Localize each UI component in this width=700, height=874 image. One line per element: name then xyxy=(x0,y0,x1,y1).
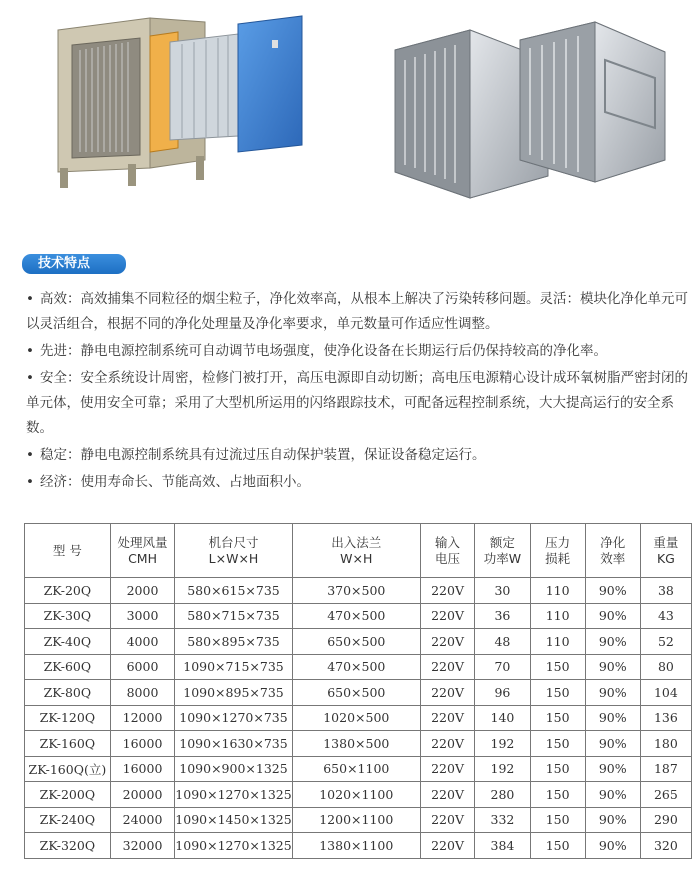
table-cell: ZK-60Q xyxy=(25,654,111,680)
table-cell: 16000 xyxy=(110,731,175,757)
table-cell: 220V xyxy=(420,603,474,629)
table-row xyxy=(25,705,692,731)
table-cell: 150 xyxy=(530,782,585,808)
table-cell: 1090×1270×1325 xyxy=(175,833,292,859)
table-row xyxy=(25,782,692,808)
table-cell: 90% xyxy=(585,603,640,629)
table-cell: 36 xyxy=(475,603,530,629)
table-cell: 6000 xyxy=(110,654,175,680)
table-cell: 220V xyxy=(420,756,474,782)
table-cell: 384 xyxy=(475,833,530,859)
table-cell: 650×500 xyxy=(292,680,420,706)
table-row xyxy=(25,756,692,782)
table-cell: 150 xyxy=(530,654,585,680)
table-cell: 265 xyxy=(640,782,691,808)
table-row xyxy=(25,680,692,706)
table-cell: 180 xyxy=(640,731,691,757)
table-cell: 16000 xyxy=(110,756,175,782)
table-cell: 220V xyxy=(420,629,474,655)
table-cell: 470×500 xyxy=(292,654,420,680)
table-cell: 332 xyxy=(475,807,530,833)
table-cell: ZK-200Q xyxy=(25,782,111,808)
table-cell: 1380×1100 xyxy=(292,833,420,859)
table-cell: 52 xyxy=(640,629,691,655)
table-cell: 290 xyxy=(640,807,691,833)
feature-item xyxy=(26,339,694,364)
table-cell: 110 xyxy=(530,629,585,655)
table-cell: ZK-20Q xyxy=(25,578,111,604)
table-cell: 1090×900×1325 xyxy=(175,756,292,782)
bullet-icon: • xyxy=(26,447,34,463)
table-cell: 140 xyxy=(475,705,530,731)
feature-item xyxy=(26,470,694,495)
table-cell: 220V xyxy=(420,807,474,833)
section-title-tag: 技术特点 xyxy=(22,254,126,274)
spec-table xyxy=(24,523,692,859)
table-cell: 580×615×735 xyxy=(175,578,292,604)
header-dimensions: 机台尺寸 L×W×H xyxy=(175,524,292,578)
table-row xyxy=(25,578,692,604)
table-row xyxy=(25,654,692,680)
table-cell: 90% xyxy=(585,578,640,604)
feature-item xyxy=(26,366,694,441)
feature-text: 高效：高效捕集不同粒径的烟尘粒子，净化效率高，从根本上解决了污染转移问题。灵活：模块化净化单元可以灵活组合，根据不同的净化处理量及净化率要求，单元数量可作适应性调整。 xyxy=(26,291,688,332)
feature-item xyxy=(26,287,694,337)
header-efficiency: 净化 效率 xyxy=(585,524,640,578)
table-cell: 220V xyxy=(420,705,474,731)
table-cell: 1090×1630×735 xyxy=(175,731,292,757)
header-weight: 重量 KG xyxy=(640,524,691,578)
table-cell: 192 xyxy=(475,731,530,757)
table-cell: 150 xyxy=(530,705,585,731)
table-cell: 470×500 xyxy=(292,603,420,629)
table-row xyxy=(25,629,692,655)
table-cell: 650×1100 xyxy=(292,756,420,782)
table-cell: 1090×895×735 xyxy=(175,680,292,706)
table-cell: 150 xyxy=(530,756,585,782)
table-cell: 90% xyxy=(585,756,640,782)
table-cell: 150 xyxy=(530,680,585,706)
table-row xyxy=(25,731,692,757)
table-cell: 150 xyxy=(530,807,585,833)
table-cell: 90% xyxy=(585,782,640,808)
bullet-icon: • xyxy=(26,474,34,490)
table-cell: 96 xyxy=(475,680,530,706)
table-cell: 80 xyxy=(640,654,691,680)
table-cell: 1090×1450×1325 xyxy=(175,807,292,833)
table-cell: 110 xyxy=(530,578,585,604)
electrostatic-modules-image xyxy=(395,22,665,198)
table-cell: 220V xyxy=(420,731,474,757)
table-cell: 110 xyxy=(530,603,585,629)
table-cell: 38 xyxy=(640,578,691,604)
table-cell: 1380×500 xyxy=(292,731,420,757)
product-photos xyxy=(0,0,700,210)
table-cell: 4000 xyxy=(110,629,175,655)
table-cell: 90% xyxy=(585,680,640,706)
table-cell: 43 xyxy=(640,603,691,629)
table-cell: 90% xyxy=(585,833,640,859)
header-model: 型 号 xyxy=(25,524,111,578)
table-cell: 220V xyxy=(420,654,474,680)
table-cell: ZK-160Q(立) xyxy=(25,756,111,782)
purifier-cabinet-image xyxy=(58,16,302,188)
table-cell: 90% xyxy=(585,705,640,731)
table-cell: ZK-120Q xyxy=(25,705,111,731)
table-cell: ZK-160Q xyxy=(25,731,111,757)
table-cell: 70 xyxy=(475,654,530,680)
table-cell: 1090×1270×735 xyxy=(175,705,292,731)
table-cell: 187 xyxy=(640,756,691,782)
table-cell: 650×500 xyxy=(292,629,420,655)
table-cell: 3000 xyxy=(110,603,175,629)
table-cell: 90% xyxy=(585,654,640,680)
table-cell: 580×895×735 xyxy=(175,629,292,655)
feature-text: 稳定：静电电源控制系统具有过流过压自动保护装置，保证设备稳定运行。 xyxy=(40,447,486,463)
table-header-row xyxy=(25,524,692,578)
table-cell: 150 xyxy=(530,731,585,757)
table-row xyxy=(25,833,692,859)
table-cell: 1090×1270×1325 xyxy=(175,782,292,808)
table-cell: 24000 xyxy=(110,807,175,833)
table-cell: ZK-320Q xyxy=(25,833,111,859)
table-cell: 104 xyxy=(640,680,691,706)
feature-item xyxy=(26,443,694,468)
table-cell: 30 xyxy=(475,578,530,604)
header-power: 额定 功率W xyxy=(475,524,530,578)
table-cell: 90% xyxy=(585,807,640,833)
table-cell: 1090×715×735 xyxy=(175,654,292,680)
header-airflow: 处理风量 CMH xyxy=(110,524,175,578)
table-cell: 220V xyxy=(420,833,474,859)
table-cell: 90% xyxy=(585,629,640,655)
header-pressure: 压力 损耗 xyxy=(530,524,585,578)
feature-list xyxy=(26,287,694,497)
table-cell: 48 xyxy=(475,629,530,655)
header-flange: 出入法兰 W×H xyxy=(292,524,420,578)
table-cell: 580×715×735 xyxy=(175,603,292,629)
table-cell: ZK-80Q xyxy=(25,680,111,706)
table-cell: 220V xyxy=(420,782,474,808)
table-cell: 8000 xyxy=(110,680,175,706)
header-voltage: 输入 电压 xyxy=(420,524,474,578)
table-cell: 2000 xyxy=(110,578,175,604)
table-cell: 1020×1100 xyxy=(292,782,420,808)
table-cell: 90% xyxy=(585,731,640,757)
table-cell: 32000 xyxy=(110,833,175,859)
table-cell: 20000 xyxy=(110,782,175,808)
table-row xyxy=(25,603,692,629)
table-cell: 320 xyxy=(640,833,691,859)
feature-text: 先进：静电电源控制系统可自动调节电场强度，使净化设备在长期运行后仍保持较高的净化率。 xyxy=(40,343,607,359)
table-cell: 136 xyxy=(640,705,691,731)
table-cell: 192 xyxy=(475,756,530,782)
table-cell: 220V xyxy=(420,578,474,604)
table-cell: 1020×500 xyxy=(292,705,420,731)
table-row xyxy=(25,807,692,833)
bullet-icon: • xyxy=(26,343,34,359)
table-cell: ZK-40Q xyxy=(25,629,111,655)
table-cell: 12000 xyxy=(110,705,175,731)
table-cell: ZK-240Q xyxy=(25,807,111,833)
table-cell: 370×500 xyxy=(292,578,420,604)
table-cell: 220V xyxy=(420,680,474,706)
table-cell: 280 xyxy=(475,782,530,808)
feature-text: 经济：使用寿命长、节能高效、占地面积小。 xyxy=(40,474,310,490)
bullet-icon: • xyxy=(26,370,34,386)
table-cell: 150 xyxy=(530,833,585,859)
bullet-icon: • xyxy=(26,291,34,307)
feature-text: 安全：安全系统设计周密，检修门被打开，高压电源即自动切断；高电压电源精心设计成环氧树脂严密封闭的单元体，使用安全可靠；采用了大型机所运用的闪络跟踪技术，可配备远程控制系统，大大提高运行的安全系数。 xyxy=(26,370,688,436)
table-cell: ZK-30Q xyxy=(25,603,111,629)
table-cell: 1200×1100 xyxy=(292,807,420,833)
